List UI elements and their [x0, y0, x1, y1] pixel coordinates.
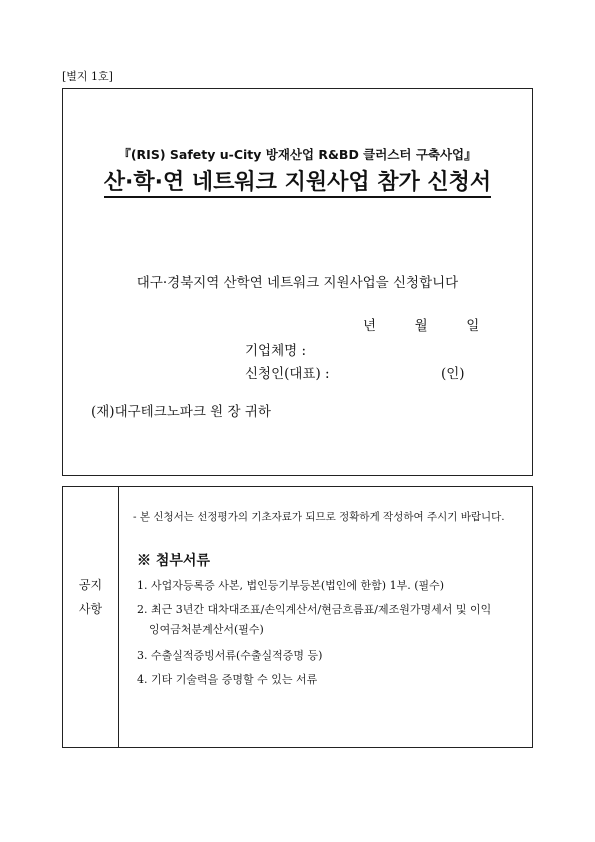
attachment-item-1: 1. 사업자등록증 사본, 법인등기부등본(법인에 한함) 1부. (필수) [137, 579, 445, 592]
month-label: 월 [414, 318, 428, 334]
form-title-text: 산·학·연 네트워크 지원사업 참가 신청서 [104, 170, 491, 198]
notice-side-cell [63, 487, 119, 747]
form-title [63, 165, 532, 196]
company-name-label: 기업체명 : [245, 343, 307, 359]
attachment-item-2-cont: 잉여금처분계산서(필수) [149, 623, 264, 636]
side-label-line-1: 공지 [78, 578, 103, 592]
side-label-line-2: 사항 [78, 602, 103, 616]
attachments-title: ※ 첨부서류 [137, 553, 210, 569]
attachment-item-2: 2. 최근 3년간 대차대조표/손익계산서/현금흐름표/제조원가명세서 및 이익 [137, 603, 492, 616]
notice-text: - 본 신청서는 선정평가의 기초자료가 되므로 정확하게 작성하여 주시기 바랍니다. [133, 511, 505, 523]
notice-box [62, 486, 533, 748]
date-row [363, 314, 479, 334]
application-statement: 대구·경북지역 산학연 네트워크 지원사업을 신청합니다 [136, 275, 459, 291]
project-title: 『(RIS) Safety u-City 방재산업 R&BD 클러스터 구축사업』 [118, 147, 477, 162]
year-label: 년 [363, 318, 377, 334]
notice-side-label [63, 573, 118, 621]
application-form-box [62, 88, 533, 476]
attachment-item-4: 4. 기타 기술력을 증명할 수 있는 서류 [137, 673, 318, 686]
attachment-item-3: 3. 수출실적증빙서류(수출실적증명 등) [137, 649, 323, 662]
seal-label: (인) [441, 366, 465, 382]
appendix-label: [별지 1호] [62, 70, 113, 83]
day-label: 일 [466, 318, 480, 334]
applicant-label: 신청인(대표) : [245, 366, 330, 382]
addressee: (재)대구테크노파크 원 장 귀하 [91, 404, 271, 420]
